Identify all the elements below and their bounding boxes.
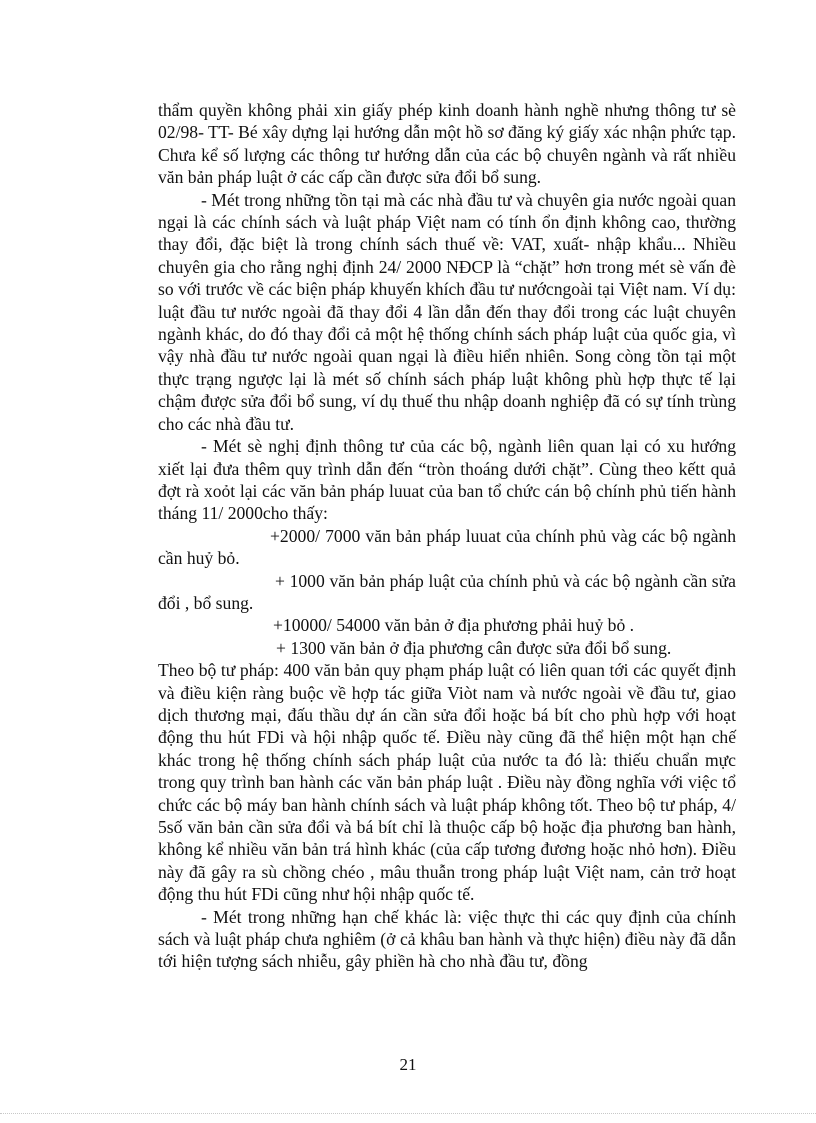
list-item: +10000/ 54000 văn bản ở địa phương phải huỷ bỏ .	[273, 615, 635, 636]
footer-divider	[0, 1113, 816, 1114]
list-item: + 1000 văn bản pháp luật của chính phủ và các bộ ngành cần sửa đổi , bổ sung.	[158, 570, 736, 613]
body-text	[158, 99, 736, 973]
list-item: + 1300 văn bản ở địa phương cân được sửa đổi bổ sung.	[276, 637, 672, 658]
page-number: 21	[399, 1055, 417, 1074]
paragraph-ministry-decrees: - Mét sè nghị định thông tư của các bộ, ngành liên quan lại có xu hướng xiết lại đưa thêm quy trình dẫn đến “tròn thoáng dưới chặt”. Cùng theo kếtt quả đợt rà xoỏt lại các văn bản pháp luuat của ban tổ chức cán bộ chính phủ tiến hành tháng 11/ 2000cho thấy:	[158, 436, 736, 524]
paragraph-policy-instability: - Mét trong những tồn tại mà các nhà đầu tư và chuyên gia nước ngoài quan ngại là các chính sách và luật pháp Việt nam có tính ổn định không cao, thường thay đổi, đặc biệt là trong chính sách thuế về: VAT, xuất- nhập khẩu... Nhiều chuyên gia cho rằng nghị định 24/ 2000 NĐCP là “chặt” hơn trong mét sè vấn đè so với trước về các biện pháp khuyến khích đầu tư nướcngoài tại Việt nam. Ví dụ: luật đầu tư nước ngoài đã thay đổi 4 lần dẫn đến thay đổi trong các luật chuyên ngành khác, do đó thay đổi cả một hệ thống chính sách pháp luật của quốc gia, vì vậy nhà đầu tư nước ngoài quan ngại là điều hiển nhiên. Song còng tồn tại một thực trạng ngược lại là mét số chính sách pháp luật không phù hợp thực tế lại chậm được sửa đổi bổ sung, ví dụ thuế thu nhập doanh nghiệp đã có sự tính trùng cho các nhà đầu tư.	[158, 189, 736, 434]
paragraph-ministry-of-justice: Theo bộ tư pháp: 400 văn bản quy phạm pháp luật có liên quan tới các quyết định và điều kiện ràng buộc về hợp tác giữa Viòt nam và nước ngoài về đầu tư, giao dịch thương mại, đấu thầu dự án cần sửa đổi hoặc bá bít cho phù hợp với hoạt động thu hút FDi và hội nhập quốc tế. Điều này cũng đã thể hiện một hạn chế khác trong hệ thống chính sách pháp luật của nước ta đó là: thiếu chuẩn mực trong quy trình ban hành các văn bản pháp luật . Điều này đồng nghĩa với việc tổ chức các bộ máy ban hành chính sách và luật pháp không tốt. Theo bộ tư pháp, 4/ 5số văn bản cần sửa đổi và bá bít chỉ là thuộc cấp bộ hoặc địa phương ban hành, không kể nhiều văn bản trá hình khác (của cấp tương đương hoặc nhỏ hơn). Điều này đã gây ra sù chồng chéo , mâu thuẫn trong pháp luật Việt nam, cản trở hoạt động thu hút FDi cũng như hội nhập quốc tế.	[158, 660, 736, 905]
paragraph-enforcement: - Mét trong những hạn chế khác là: việc thực thi các quy định của chính sách và luật pháp chưa nghiêm (ở cả khâu ban hành và thực hiện) điều này đã dẫn tới hiện tượng sách nhiễu, gây phiền hà cho nhà đầu tư, đồng	[158, 906, 736, 972]
list-item: +2000/ 7000 văn bản pháp luuat của chính phủ vàg các bộ ngành cần huỷ bỏ.	[158, 525, 736, 569]
paragraph-continuation: thẩm quyền không phải xin giấy phép kinh doanh hành nghề nhưng thông tư sè 02/98- TT- Bé xây dựng lại hướng dẫn một hồ sơ đăng ký giấy xác nhận phức tạp. Chưa kể số lượng các thông tư hướng dẫn của các bộ chuyên ngành và rất nhiều văn bản pháp luật ở các cấp cần được sửa đổi bổ sung.	[158, 100, 736, 188]
